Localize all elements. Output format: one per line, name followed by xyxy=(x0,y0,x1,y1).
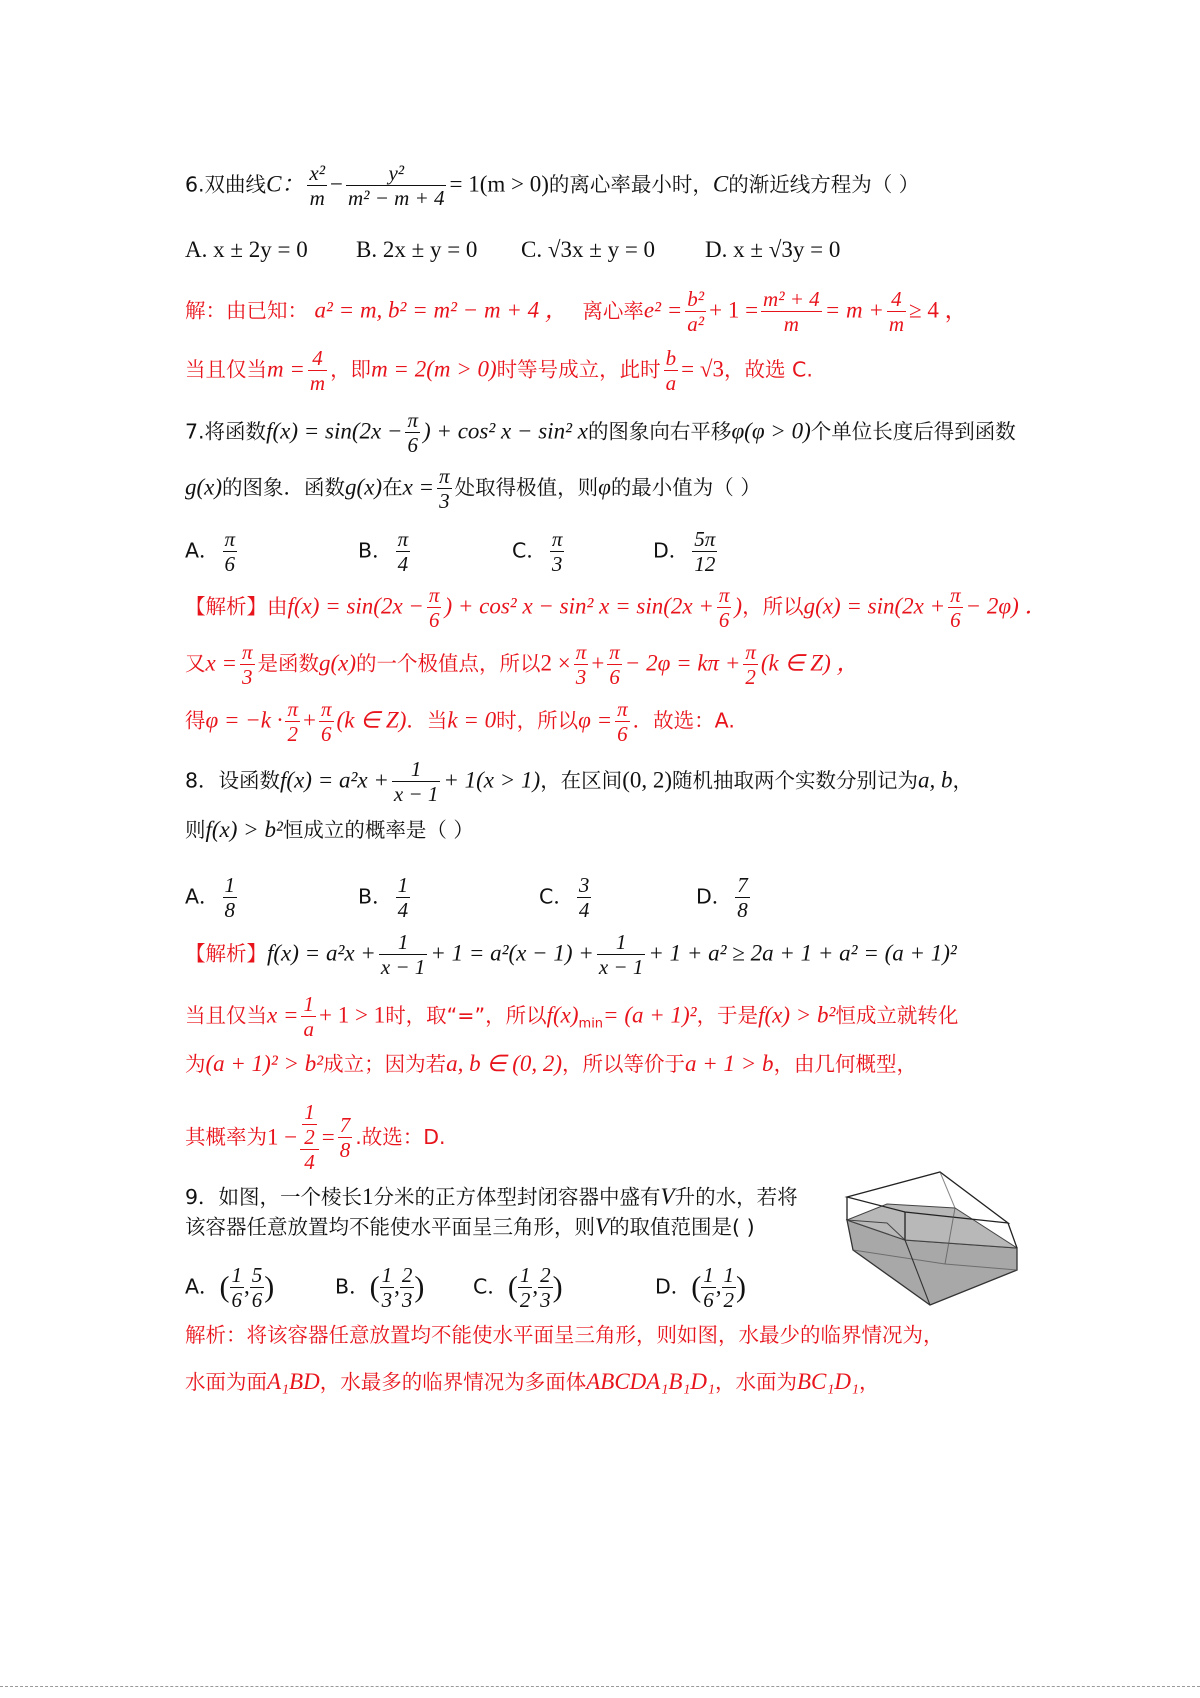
q7-l2-g2: g(x) xyxy=(345,474,383,500)
q6-sol-frac-m2: $\frac{\text{m² + 4}}{m}$ xyxy=(763,287,820,337)
q8-s2-x: x = xyxy=(267,1002,299,1028)
q7-l2-d: 的最小值为（ ） xyxy=(610,475,761,500)
q7-s3-expr: φ = −k · xyxy=(205,707,283,733)
q7-s3-b: ．当 xyxy=(406,708,448,733)
q8-l1-a: 8．设函数 xyxy=(185,768,281,793)
q8-s4-one: 1 − xyxy=(267,1124,298,1150)
q7-option-a: A． $\frac{\pi}{6}$ xyxy=(185,527,236,577)
q7-l2-frac: $\frac{\pi}{3}$ xyxy=(439,464,450,514)
q7-l1-phi: φ(φ > 0) xyxy=(731,418,811,444)
q7-l1-f: f(x) = sin(2x − xyxy=(266,418,403,444)
q6-eq-tail: = 1(m > 0) xyxy=(449,171,549,197)
q6-sol-e2: e² = xyxy=(643,297,683,323)
q6-text-mid: 的离心率最小时， xyxy=(548,172,713,197)
q6-stem: 6.双曲线C： $\frac{\text{x²}}{m}$ − $\frac{\text{y²}}{\text{m² − m + 4}}$ = 1(m > 0)的离心率最小时，C的渐近线方程为（ ） xyxy=(185,161,920,211)
q7-s3-phi: φ = xyxy=(578,707,613,733)
q8-l1-f: f(x) = a²x + xyxy=(280,767,389,793)
q8-s4-a: 其概率为 xyxy=(185,1124,267,1149)
q6-sol2-e: ，故选 C. xyxy=(724,357,813,382)
q7-s2-plus: + xyxy=(591,650,605,676)
q9-l2-b: 的取值范围是( ) xyxy=(609,1215,755,1239)
q9-l2-v: V xyxy=(595,1214,610,1239)
q7-s2-expr1: 2 × xyxy=(540,650,571,676)
q8-s2-c: 时，取“=”，所以 xyxy=(385,1003,547,1028)
q8-l1-rest: + 1(x > 1) xyxy=(443,767,541,793)
q7-l1-rest: ) + cos² x − sin² x xyxy=(423,418,588,444)
q6-sol2-m: m = xyxy=(267,356,305,382)
q7-s2-expr2: − 2φ = kπ + xyxy=(624,650,741,676)
q8-s2-a: 当且仅当 xyxy=(185,1003,267,1028)
q7-s2-a: 又 xyxy=(185,651,206,676)
q6-sol-frac-b2a2: $\frac{\text{b²}}{\text{a²}}$ xyxy=(687,287,705,337)
q8-stem-line1: 8．设函数f(x) = a²x + $\frac{1}{x - 1}$ + 1(x > 1)，在区间(0, 2)随机抽取两个实数分别记为a, b， xyxy=(185,757,974,807)
q9-s2-c: ，水面为 xyxy=(714,1370,797,1394)
q8-s1-f: f(x) = a²x + xyxy=(267,940,376,966)
q8-solution-line2: 当且仅当x = $\frac{1}{a}$ + 1 > 1时，取“=”，所以$f(x)_{min}= (a + 1)^2$，于是f(x) > b²恒成立就转化 xyxy=(185,992,959,1042)
q7-option-d: D． $\frac{5\pi}{12}$ xyxy=(653,527,716,577)
q6-sol2-d: = √3 xyxy=(681,356,725,382)
q9-option-c: C．( $\frac{1}{2}$ , $\frac{2}{3}$ ) xyxy=(473,1263,563,1313)
q9-option-b: B．( $\frac{1}{3}$ , $\frac{2}{3}$ ) xyxy=(335,1263,425,1313)
q7-s3-c: 时，所以 xyxy=(496,708,579,733)
q8-s3-c: ，所以等价于 xyxy=(562,1052,686,1076)
q6-sol-ecc: 离心率 xyxy=(582,298,644,323)
q9-solution-line2 xyxy=(185,1370,879,1393)
q7-s3-end: ．故选：A. xyxy=(632,708,735,733)
q9-solution-line1 xyxy=(185,1325,944,1346)
q8-l1-c: 随机抽取两个实数分别记为 xyxy=(672,768,919,793)
q7-l1-frac: $\frac{\pi}{6}$ xyxy=(407,408,419,458)
q6-option-c: C. √3x ± y = 0 xyxy=(521,237,656,262)
q7-s2-b: 是函数 xyxy=(257,651,320,676)
q8-s2-expr: f(x) > b² xyxy=(758,1002,836,1028)
q8-s4-eq: = xyxy=(321,1124,335,1150)
q8-s1-mid: + 1 = a²(x − 1) + xyxy=(430,940,594,966)
q8-l2-a: 则 xyxy=(185,818,206,842)
q6-frac-x2-m: $\frac{\text{x²}}{m}$ xyxy=(309,161,326,211)
q9-stem-line1 xyxy=(185,1185,798,1208)
q7-s3-a: 得 xyxy=(185,708,206,733)
q7-s1-so: ，所以 xyxy=(742,594,804,619)
q6-option-a: A. x ± 2y = 0 xyxy=(185,237,308,262)
q6-prefix: 6.双曲线 xyxy=(185,172,267,197)
q7-s2-c: 的一个极值点，所以 xyxy=(356,651,541,676)
q7-option-b: B． $\frac{\pi}{4}$ xyxy=(358,527,409,577)
q9-stem-line2 xyxy=(185,1215,755,1238)
q8-solution-line1: 【解析】f(x) = a²x + $\frac{1}{x - 1}$ + 1 = a²(x − 1) + $\frac{1}{x - 1}$ + 1 + a² ≥ 2a + 1 + a² = (a + 1)² xyxy=(185,930,957,980)
q7-s3-plus: + xyxy=(303,707,316,733)
q8-s1-end: + 1 + a² ≥ 2a + 1 + a² = (a + 1)² xyxy=(648,940,957,966)
q9-s2-poly: ABCDA₁B₁D₁ xyxy=(586,1369,715,1394)
q6-solution-line2 xyxy=(185,346,813,395)
q7-s1-end: − 2φ) ． xyxy=(965,593,1048,619)
q7-s1-mid: ) + cos² x − sin² x = sin(2x + xyxy=(444,593,714,619)
page-bottom-dashed-line xyxy=(0,1686,1200,1687)
q6-frac-y2: $\frac{\text{y²}}{\text{m² − m + 4}}$ xyxy=(348,161,445,211)
q9-s2-face: A₁BD xyxy=(267,1369,320,1394)
q6-sol-expr: a² = m, b² = m² − m + 4 ， xyxy=(314,297,568,323)
q6-option-b: B. 2x ± y = 0 xyxy=(356,237,478,262)
q8-solution-line3 xyxy=(185,1052,917,1075)
q8-option-d: D． $\frac{7}{8}$ xyxy=(696,873,748,923)
q7-s2-g: g(x) xyxy=(319,650,357,676)
q8-s4-complex-frac: $\frac{\frac{1}{2}}{4}$ xyxy=(300,1100,319,1174)
q8-s3-ab: a, b ∈ (0, 2) xyxy=(446,1051,563,1076)
q6-sol-label: 解：由已知： xyxy=(185,298,308,323)
q8-s2-b: + 1 > 1 xyxy=(318,1002,386,1028)
q7-s2-x: x = xyxy=(205,650,237,676)
q6-c: C xyxy=(712,171,729,197)
q7-solution-line1: 【解析】由f(x) = sin(2x − $\frac{\pi}{6}$ ) + cos² x − sin² x = sin(2x + $\frac{\pi}{6}$ )，所以g(x) = sin(2x + $\frac{\pi}{6}$ − 2φ) ． xyxy=(185,583,1048,633)
q7-l2-a: 的图象．函数 xyxy=(222,475,346,500)
q9-l1-len: 1 xyxy=(362,1184,374,1209)
q6-sol2-expr: m = 2(m > 0) xyxy=(371,356,497,382)
q6-sol2-frac-ba: $\frac{b}{a}$ xyxy=(665,346,677,396)
q9-l1-v: V xyxy=(660,1184,675,1209)
q6-sol2-b: ，即 xyxy=(330,357,372,382)
q7-s1-f: f(x) = sin(2x − xyxy=(287,593,424,619)
q8-l2-b: 恒成立的概率是（ ） xyxy=(282,818,474,842)
q7-l2-c: 处取得极值，则 xyxy=(454,475,599,500)
q9-s2-d: ， xyxy=(858,1370,880,1394)
q7-l1-a: 7.将函数 xyxy=(185,419,267,444)
q7-s3-kz: (k ∈ Z) xyxy=(336,707,407,733)
q7-solution-line2: 又x = $\frac{\pi}{3}$ 是函数g(x)的一个极值点，所以2 × $\frac{\pi}{3}$ + $\frac{\pi}{6}$ − 2φ = kπ + $\frac{\pi}{2}$ (k ∈ Z) ， xyxy=(185,640,860,690)
q8-s2-min-val: = (a + 1)² xyxy=(603,1002,697,1028)
q9-s2-b: ，水最多的临界情况为多面体 xyxy=(319,1370,587,1394)
q8-stem-line2 xyxy=(185,818,474,841)
q9-s1: 解析：将该容器任意放置均不能使水平面呈三角形，则如图，水最少的临界情况为， xyxy=(185,1323,944,1347)
q8-s3-ineq: a + 1 > b xyxy=(685,1051,774,1076)
q8-option-a: A． $\frac{1}{8}$ xyxy=(185,873,236,923)
q8-l1-b: ，在区间 xyxy=(540,768,623,793)
q7-s1-close: ) xyxy=(734,593,743,619)
q8-l2-expr: f(x) > b² xyxy=(205,817,283,842)
q8-s1-label: 【解析】 xyxy=(185,941,267,966)
q8-solution-line4: 其概率为1 − $\frac{\frac{1}{2}}{4}$ = $\frac{7}{8}$ .故选：D. xyxy=(185,1100,446,1175)
q6-text-end: 的渐近线方程为（ ） xyxy=(728,172,920,197)
q9-option-a: A．( $\frac{1}{6}$ , $\frac{5}{6}$ ) xyxy=(185,1263,275,1313)
q6-sol-ge: ≥ 4 ， xyxy=(909,297,968,323)
q7-l2-x: x = xyxy=(402,474,435,500)
q6-option-d: D. x ± √3y = 0 xyxy=(705,237,841,262)
q8-option-c: C． $\frac{3}{4}$ xyxy=(539,873,590,923)
q6-sol-frac-4m: $\frac{4}{m}$ xyxy=(888,287,905,337)
q8-option-b: B． $\frac{1}{4}$ xyxy=(358,873,409,923)
q7-s1-label: 【解析】由 xyxy=(185,594,288,619)
q9-s2-face2: BC₁D₁ xyxy=(796,1369,859,1394)
q8-s3-a: 为 xyxy=(185,1052,206,1076)
q7-l1-b: 的图象向右平移 xyxy=(587,419,732,444)
q7-l1-c: 个单位长度后得到函数 xyxy=(810,419,1016,444)
q8-s3-b: 成立；因为若 xyxy=(323,1052,447,1076)
q8-s3-expr: (a + 1)² > b² xyxy=(205,1051,324,1076)
q7-s1-g: g(x) = sin(2x + xyxy=(803,593,946,619)
q7-solution-line3: 得φ = −k · $\frac{\pi}{2}$ + $\frac{\pi}{6}$ (k ∈ Z)．当k = 0时，所以φ = $\frac{\pi}{6}$ ．故选：A. xyxy=(185,697,735,747)
q9-l1-a: 9．如图，一个棱长 xyxy=(185,1185,363,1209)
q8-s3-d: ，由几何概型， xyxy=(773,1052,918,1076)
q6-sol2-a: 当且仅当 xyxy=(185,357,267,382)
q6-sol-plus1: + 1 = xyxy=(709,297,759,323)
q7-s3-k: k = 0 xyxy=(447,707,497,733)
q8-l1-ab: a, b xyxy=(918,767,953,793)
q9-l2-a: 该容器任意放置均不能使水平面呈三角形，则 xyxy=(185,1215,595,1239)
q6-sol2-c: 时等号成立，此时 xyxy=(496,357,661,382)
q9-option-d: D．( $\frac{1}{6}$ , $\frac{1}{2}$ ) xyxy=(655,1263,747,1313)
q8-l1-d: ， xyxy=(952,768,974,793)
cube-water-figure xyxy=(835,1160,1035,1320)
q7-stem-line1 xyxy=(185,408,1016,457)
q7-l2-g: g(x) xyxy=(185,474,223,500)
q7-l2-b: 在 xyxy=(382,475,403,500)
q7-l2-phi: φ xyxy=(598,474,611,500)
q6-solution-line1 xyxy=(185,287,968,336)
q9-l1-c: 升的水，若将 xyxy=(674,1185,798,1209)
q7-option-c: C． $\frac{\pi}{3}$ xyxy=(512,527,563,577)
q8-s2-min-sub: min xyxy=(578,1016,604,1032)
q8-s4-end: .故选：D. xyxy=(355,1124,446,1149)
q6-curve-name: C： xyxy=(266,171,305,197)
q8-s2-d: ，于是 xyxy=(696,1003,759,1028)
q7-stem-line2 xyxy=(185,464,761,513)
q6-sol-eq: = m + xyxy=(824,297,884,323)
q8-l1-int: (0, 2) xyxy=(622,767,673,793)
q9-s2-a: 水面为面 xyxy=(185,1370,267,1394)
q7-s2-end: (k ∈ Z) ， xyxy=(760,650,860,676)
q8-s2-min: f(x) xyxy=(546,1002,579,1028)
q9-l1-b: 分米的正方体型封闭容器中盛有 xyxy=(373,1185,661,1209)
q8-s2-e: 恒成立就转化 xyxy=(835,1003,959,1028)
q6-sol2-frac: $\frac{4}{m}$ xyxy=(309,346,326,396)
